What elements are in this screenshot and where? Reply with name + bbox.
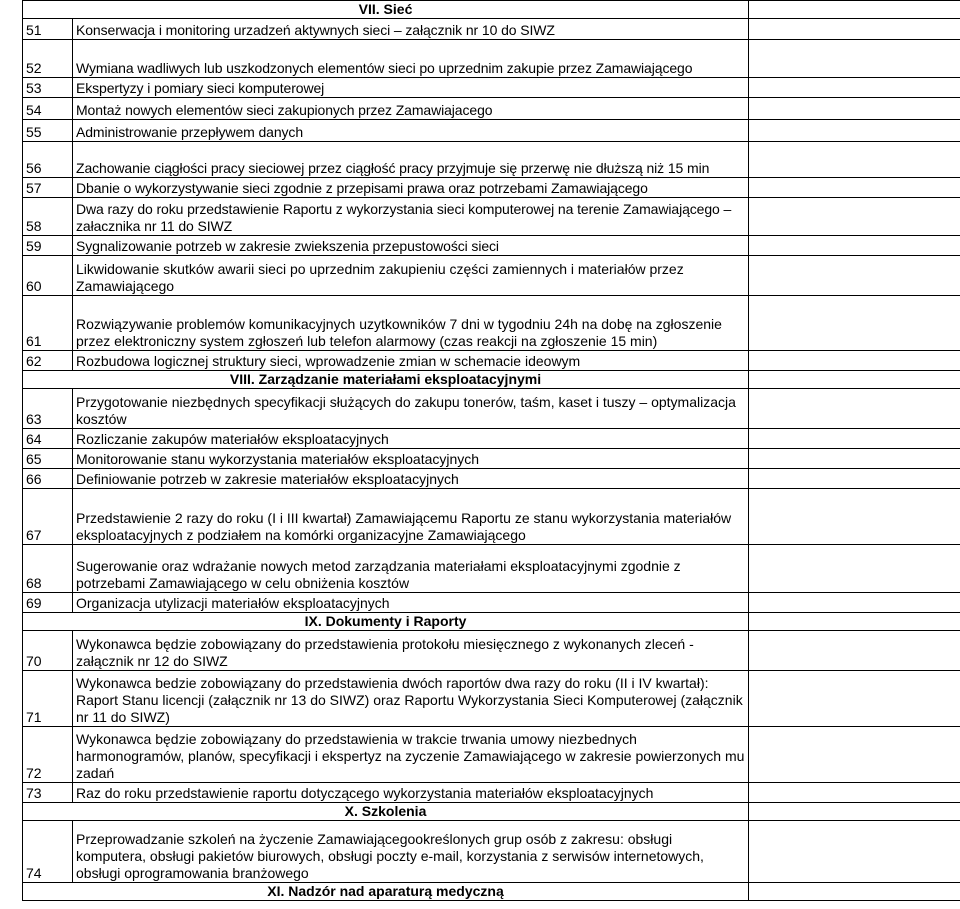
row-description: Ekspertyzy i pomiary sieci komputerowej <box>73 78 749 98</box>
row-description: Wymiana wadliwych lub uszkodzonych elementów sieci po uprzednim zakupie przez Zamawiającego <box>73 40 749 78</box>
row-number: 60 <box>23 256 73 296</box>
row-description: Montaż nowych elementów sieci zakupionych przez Zamawiajacego <box>73 98 749 120</box>
row-number: 70 <box>23 631 73 671</box>
table-row <box>23 727 960 783</box>
table-row <box>23 821 960 883</box>
section-header-row <box>23 613 960 631</box>
section-header-row <box>23 883 960 901</box>
row-number: 51 <box>23 19 73 40</box>
row-description: Konserwacja i monitoring urzadzeń aktywnych sieci – załącznik nr 10 do SIWZ <box>73 19 749 40</box>
row-description: Rozbudowa logicznej struktury sieci, wprowadzenie zmian w schemacie ideowym <box>73 351 749 371</box>
table-row <box>23 142 960 178</box>
row-number: 64 <box>23 429 73 449</box>
row-number: 55 <box>23 120 73 142</box>
section-header-row <box>23 1 960 19</box>
section-title: VIII. Zarządzanie materiałami eksploatacyjnymi <box>23 371 749 389</box>
table-row <box>23 256 960 296</box>
row-description: Dbanie o wykorzystywanie sieci zgodnie z przepisami prawa oraz potrzebami Zamawiającego <box>73 178 749 198</box>
row-number: 53 <box>23 78 73 98</box>
row-description: Organizacja utylizacji materiałów eksploatacyjnych <box>73 593 749 613</box>
row-description: Zachowanie ciągłości pracy sieciowej przez ciągłość pracy przyjmuje się przerwę nie dłuższą niż 15 min <box>73 142 749 178</box>
table-row <box>23 389 960 429</box>
section-title: IX. Dokumenty i Raporty <box>23 613 749 631</box>
row-number: 68 <box>23 545 73 593</box>
table-row <box>23 469 960 489</box>
row-number: 54 <box>23 98 73 120</box>
row-description: Przeprowadzanie szkoleń na życzenie Zamawiającegookreślonych grup osób z zakresu: obsługi komputera, obsługi pakietów biurowych, obsługi poczty e-mail, korzystania z serwisów internetowych, obsługi oprogramowania branżowego <box>73 821 749 883</box>
table-row <box>23 40 960 78</box>
table-row <box>23 631 960 671</box>
row-number: 73 <box>23 783 73 803</box>
section-header-row <box>23 371 960 389</box>
row-number: 74 <box>23 821 73 883</box>
row-description: Sygnalizowanie potrzeb w zakresie zwiekszenia przepustowości sieci <box>73 236 749 256</box>
table-row <box>23 351 960 371</box>
row-description: Sugerowanie oraz wdrażanie nowych metod zarządzania materiałami eksploatacyjnymi zgodnie z potrzebami Zamawiającego w celu obniżenia kosztów <box>73 545 749 593</box>
row-description: Definiowanie potrzeb w zakresie materiałów eksploatacyjnych <box>73 469 749 489</box>
row-number: 56 <box>23 142 73 178</box>
table-row <box>23 236 960 256</box>
row-description: Raz do roku przedstawienie raportu dotyczącego wykorzystania materiałów eksploatacyjnych <box>73 783 749 803</box>
row-number: 72 <box>23 727 73 783</box>
table-row <box>23 178 960 198</box>
section-title: X. Szkolenia <box>23 803 749 821</box>
row-number: 59 <box>23 236 73 256</box>
row-description: Przedstawienie 2 razy do roku (I i III kwartał) Zamawiającemu Raportu ze stanu wykorzystania materiałów eksploatacyjnych z podziałem na komórki organizacyjne Zamawiającego <box>73 489 749 545</box>
table-row <box>23 783 960 803</box>
table-row <box>23 198 960 236</box>
table-row <box>23 19 960 40</box>
row-description: Administrowanie przepływem danych <box>73 120 749 142</box>
row-number: 57 <box>23 178 73 198</box>
table-row <box>23 78 960 98</box>
row-description: Wykonawca będzie zobowiązany do przedstawienia protokołu miesięcznego z wykonanych zleceń - załącznik nr 12 do SIWZ <box>73 631 749 671</box>
row-description: Wykonawca będzie zobowiązany do przedstawienia w trakcie trwania umowy niezbednych harmonogramów, planów, specyfikacji i ekspertyz na zyczenie Zamawiającego w zakresie powierzonych mu zadań <box>73 727 749 783</box>
row-number: 67 <box>23 489 73 545</box>
row-number: 61 <box>23 296 73 351</box>
row-description: Przygotowanie niezbędnych specyfikacji służących do zakupu tonerów, taśm, kaset i tuszy – optymalizacja kosztów <box>73 389 749 429</box>
section-header-row <box>23 803 960 821</box>
services-table <box>22 0 960 901</box>
row-number: 58 <box>23 198 73 236</box>
row-description: Dwa razy do roku przedstawienie Raportu z wykorzystania sieci komputerowej na terenie Zamawiającego – załacznika nr 11 do SIWZ <box>73 198 749 236</box>
row-number: 71 <box>23 671 73 727</box>
row-number: 63 <box>23 389 73 429</box>
row-description: Wykonawca bedzie zobowiązany do przedstawienia dwóch raportów dwa razy do roku (II i IV kwartał): Raport Stanu licencji (załącznik nr 13 do SIWZ) oraz Raportu Wykorzystania Sieci Komputerowej (załącznik nr 11 do SIWZ) <box>73 671 749 727</box>
table-row <box>23 545 960 593</box>
table-row <box>23 98 960 120</box>
table-row <box>23 489 960 545</box>
row-number: 65 <box>23 449 73 469</box>
row-description: Rozliczanie zakupów materiałów eksploatacyjnych <box>73 429 749 449</box>
table-row <box>23 429 960 449</box>
table-row <box>23 593 960 613</box>
row-number: 66 <box>23 469 73 489</box>
row-number: 69 <box>23 593 73 613</box>
table-row <box>23 671 960 727</box>
row-description: Rozwiązywanie problemów komunikacyjnych uzytkowników 7 dni w tygodniu 24h na dobę na zgłoszenie przez elektroniczny system zgłoszeń lub telefon alarmowy (czas reakcji na zgłoszenie 15 min) <box>73 296 749 351</box>
table-row <box>23 296 960 351</box>
table-row <box>23 449 960 469</box>
row-description: Monitorowanie stanu wykorzystania materiałów eksploatacyjnych <box>73 449 749 469</box>
section-title: XI. Nadzór nad aparaturą medyczną <box>23 883 749 901</box>
row-description: Likwidowanie skutków awarii sieci po uprzednim zakupieniu części zamiennych i materiałów przez Zamawiającego <box>73 256 749 296</box>
table-row <box>23 120 960 142</box>
row-number: 62 <box>23 351 73 371</box>
row-number: 52 <box>23 40 73 78</box>
section-title: VII. Sieć <box>23 1 749 19</box>
